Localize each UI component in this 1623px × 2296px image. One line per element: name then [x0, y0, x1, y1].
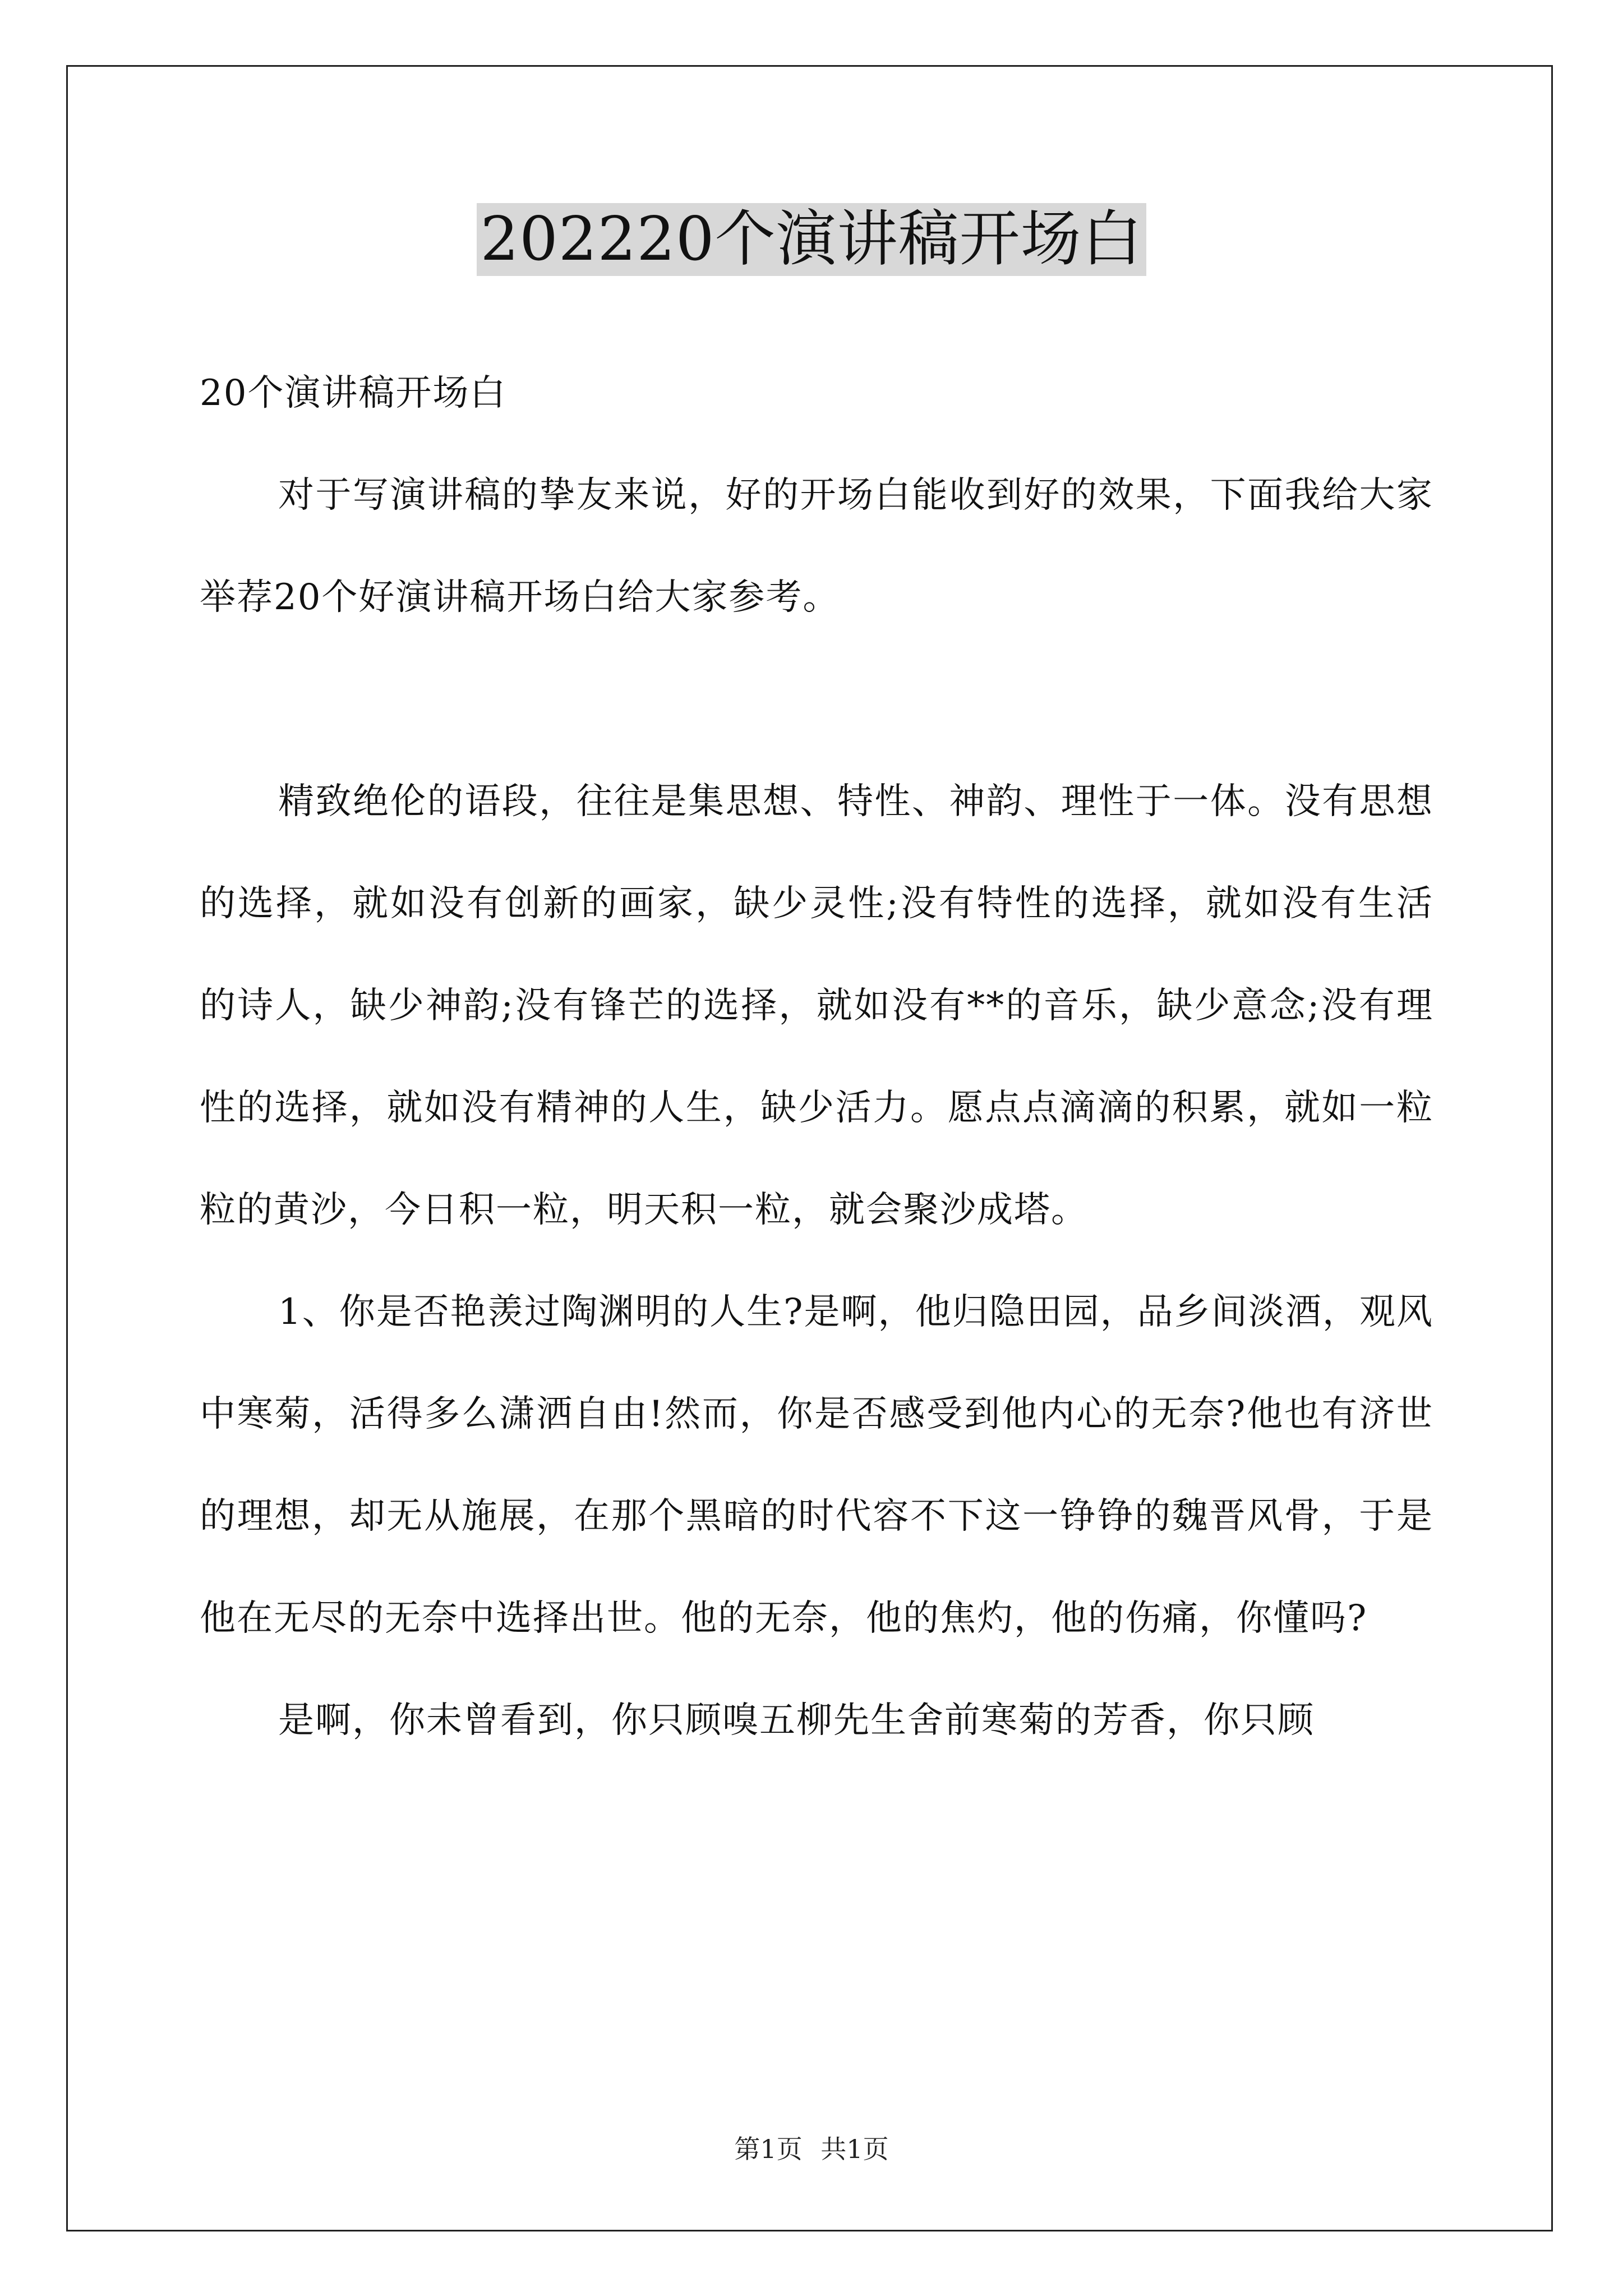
- blank-line: [200, 648, 1433, 751]
- paragraph-item-1: 1、你是否艳羡过陶渊明的人生?是啊，他归隐田园，品乡间淡酒，观风中寒菊，活得多么潇洒自由!然而，你是否感受到他内心的无奈?他也有济世的理想，却无从施展，在那个黑暗的时代容不下这一铮铮的魏晋风骨，于是他在无尽的无奈中选择出世。他的无奈，他的焦灼，他的伤痛，你懂吗?: [200, 1291, 1433, 1639]
- document-body: [200, 342, 1433, 1772]
- title-container: [0, 203, 1623, 276]
- page-footer: 第1页 共1页: [734, 2134, 889, 2164]
- document-title: 202220个演讲稿开场白: [477, 203, 1146, 276]
- paragraph-intro: 对于写演讲稿的挚友来说，好的开场白能收到好的效果，下面我给大家举荐20个好演讲稿开场白给大家参考。: [200, 475, 1433, 618]
- paragraph-quote: 精致绝伦的语段，往往是集思想、特性、神韵、理性于一体。没有思想的选择，就如没有创新的画家，缺少灵性;没有特性的选择，就如没有生活的诗人，缺少神韵;没有锋芒的选择，就如没有**的音乐，缺少意念;没有理性的选择，就如没有精神的人生，缺少活力。愿点点滴滴的积累，就如一粒粒的黄沙，今日积一粒，明天积一粒，就会聚沙成塔。: [200, 781, 1433, 1231]
- document-subtitle: 20个演讲稿开场白: [200, 372, 507, 414]
- paragraph-continuation: 是啊，你未曾看到，你只顾嗅五柳先生舍前寒菊的芳香，你只顾: [278, 1700, 1315, 1741]
